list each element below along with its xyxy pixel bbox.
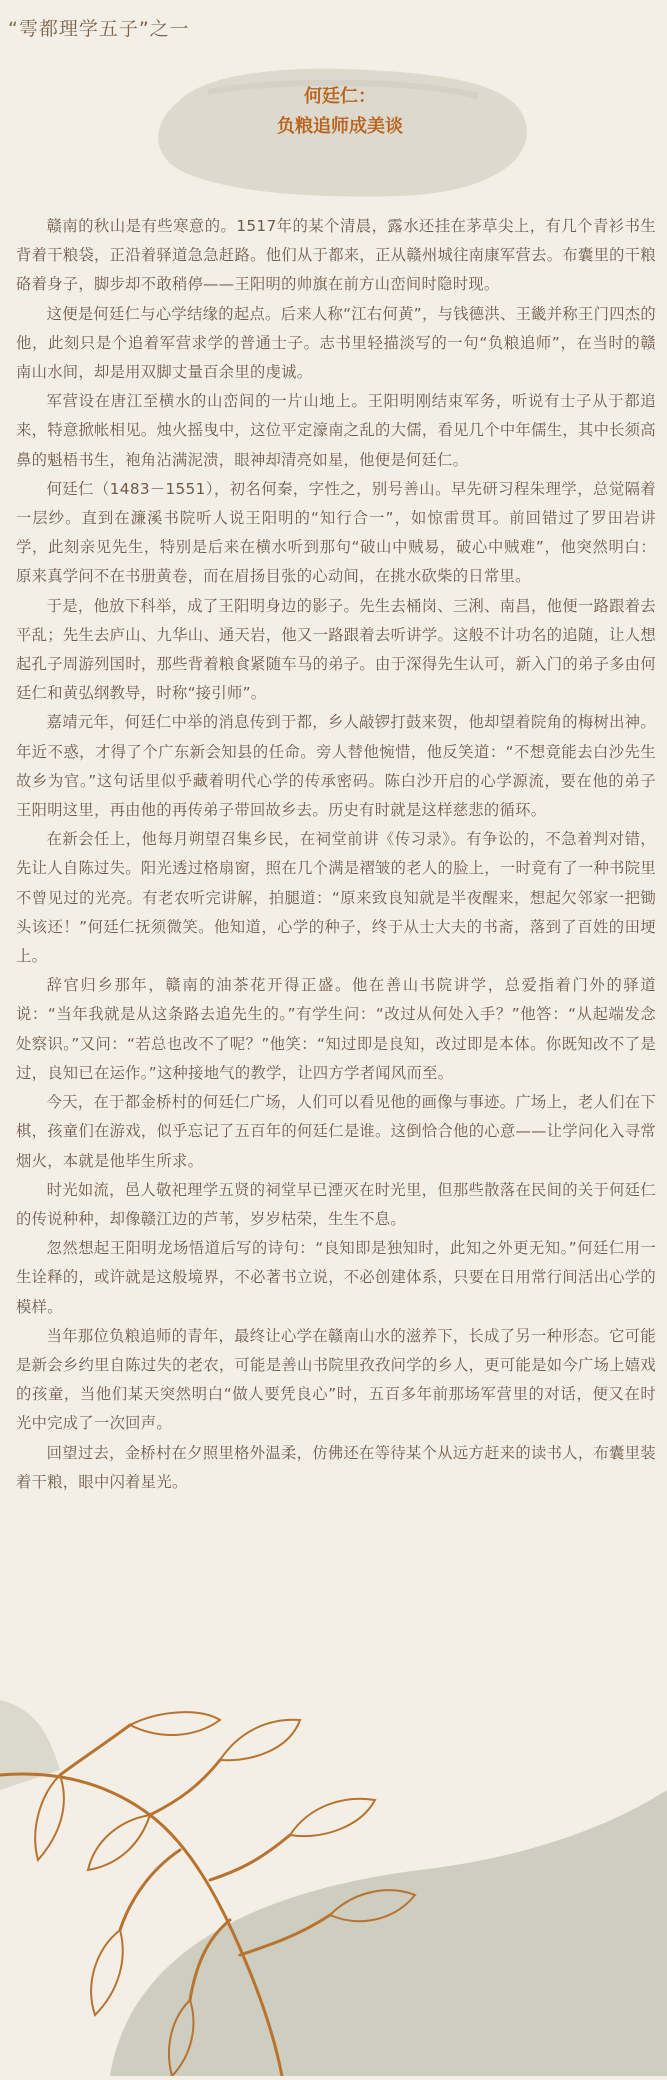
paragraph: 回望过去，金桥村在夕照里格外温柔，仿佛还在等待某个从远方赶来的读书人，布囊里装着干粮，眼中闪着星光。 (16, 1443, 656, 1491)
paragraph: 当年那位负粮追师的青年，最终让心学在赣南山水的滋养下，长成了另一种形态。它可能是新会乡约里自陈过失的老农，可能是善山书院里孜孜问学的乡人，更可能是如今广场上嬉戏的孩童，当他们某天突然明白“做人要凭良心”时，五百多年前那场军营里的对话，便又在时光中完成了一次回声。 (16, 1326, 656, 1433)
series-label: “雩都理学五子”之一 (8, 18, 190, 40)
leaf-branch-illustration (0, 1700, 667, 2076)
title-line-2: 负粮追师成美谈 (277, 116, 403, 137)
article-body (16, 212, 656, 1497)
title-banner (148, 62, 532, 202)
footer-decoration (0, 1700, 667, 2076)
paragraph: 于是，他放下科举，成了王阳明身边的影子。先生去桶岗、三浰、南昌，他便一路跟着去平乱；先生去庐山、九华山、通天岩，他又一路跟着去听讲学。这般不计功名的追随，让人想起孔子周游列国时，那些背着粮食紧随车马的弟子。由于深得先生认可，新入门的弟子多由何廷仁和黄弘纲教导，时称“接引师”。 (16, 596, 656, 703)
paragraph: 军营设在唐江至横水的山峦间的一片山地上。王阳明刚结束军务，听说有士子从于都追来，特意掀帐相见。烛火摇曳中，这位平定濠南之乱的大儒，看见几个中年儒生，其中长须高鼻的魁梧书生，袍角沾满泥溃，眼神却清亮如星，他便是何廷仁。 (16, 392, 656, 469)
paragraph: 时光如流，邑人敬祀理学五贤的祠堂早已湮灭在时光里，但那些散落在民间的关于何廷仁的传说种种，却像赣江边的芦苇，岁岁枯荣，生生不息。 (16, 1180, 656, 1228)
paragraph: 嘉靖元年，何廷仁中举的消息传到于都，乡人敲锣打鼓来贺，他却望着院角的梅树出神。年近不惑，才得了个广东新会知县的任命。旁人替他惋惜，他反笑道：“不想竟能去白沙先生故乡为官。”这句话里似乎藏着明代心学的传承密码。陈白沙开启的心学源流，要在他的弟子王阳明这里，再由他的再传弟子带回故乡去。历史有时就是这样慈悲的循环。 (16, 713, 656, 820)
paragraph: 忽然想起王阳明龙场悟道后写的诗句：“良知即是独知时，此知之外更无知。”何廷仁用一生诠释的，或许就是这般境界，不必著书立说，不必创建体系，只要在日用常行间活出心学的模样。 (16, 1239, 656, 1316)
paragraph: 在新会任上，他每月朔望召集乡民，在祠堂前讲《传习录》。有争讼的，不急着判对错，先让人自陈过失。阳光透过格扇窗，照在几个满是褶皱的老人的脸上，一时竟有了一种书院里不曾见过的光亮。有老农听完讲解，拍腿道：“原来致良知就是半夜醒来，想起欠邻家一把锄头该还！”何廷仁抚须微笑。他知道，心学的种子，终于从士大夫的书斋，落到了百姓的田埂上。 (16, 830, 656, 966)
paragraph: 辞官归乡那年，赣南的油茶花开得正盛。他在善山书院讲学，总爱指着门外的驿道说：“当年我就是从这条路去追先生的。”有学生问：“改过从何处入手？”他答：“从起端发念处察识。”又问：“若总也改不了呢？”他笑：“知过即是良知，改过即是本体。你既知改不了是过，良知已在运作。”这种接地气的教学，让四方学者闻风而至。 (16, 976, 656, 1082)
paragraph: 何廷仁（1483－1551），初名何秦，字性之，别号善山。早先研习程朱理学，总觉隔着一层纱。直到在濂溪书院听人说王阳明的“知行合一”，如惊雷贯耳。前回错过了罗田岩讲学，此刻亲见先生，特别是后来在横水听到那句“破山中贼易，破心中贼难”，他突然明白：原来真学问不在书册黄卷，而在眉扬目张的心动间，在挑水砍柴的日常里。 (16, 479, 656, 586)
title-line-1: 何廷仁： (304, 86, 376, 107)
paragraph: 赣南的秋山是有些寒意的。1517年的某个清晨，露水还挂在茅草尖上，有几个青衫书生背着干粮袋，正沿着驿道急急赶路。他们从于都来，正从赣州城往南康军营去。布囊里的干粮硌着身子，脚步却不敢稍停——王阳明的帅旗在前方山峦间时隐时现。 (16, 217, 656, 294)
paragraph: 今天，在于都金桥村的何廷仁广场，人们可以看见他的画像与事迹。广场上，老人们在下棋，孩童们在游戏，似乎忘记了五百年的何廷仁是谁。这倒恰合他的心意——让学问化入寻常烟火，本就是他毕生所求。 (16, 1093, 656, 1170)
page-title (148, 82, 532, 142)
paragraph: 这便是何廷仁与心学结缘的起点。后来人称“江右何黄”，与钱德洪、王畿并称王门四杰的他，此刻只是个追着军营求学的普通士子。志书里轻描淡写的一句“负粮追师”，在当时的赣南山水间，却是用双脚丈量百余里的虔诚。 (16, 304, 656, 382)
